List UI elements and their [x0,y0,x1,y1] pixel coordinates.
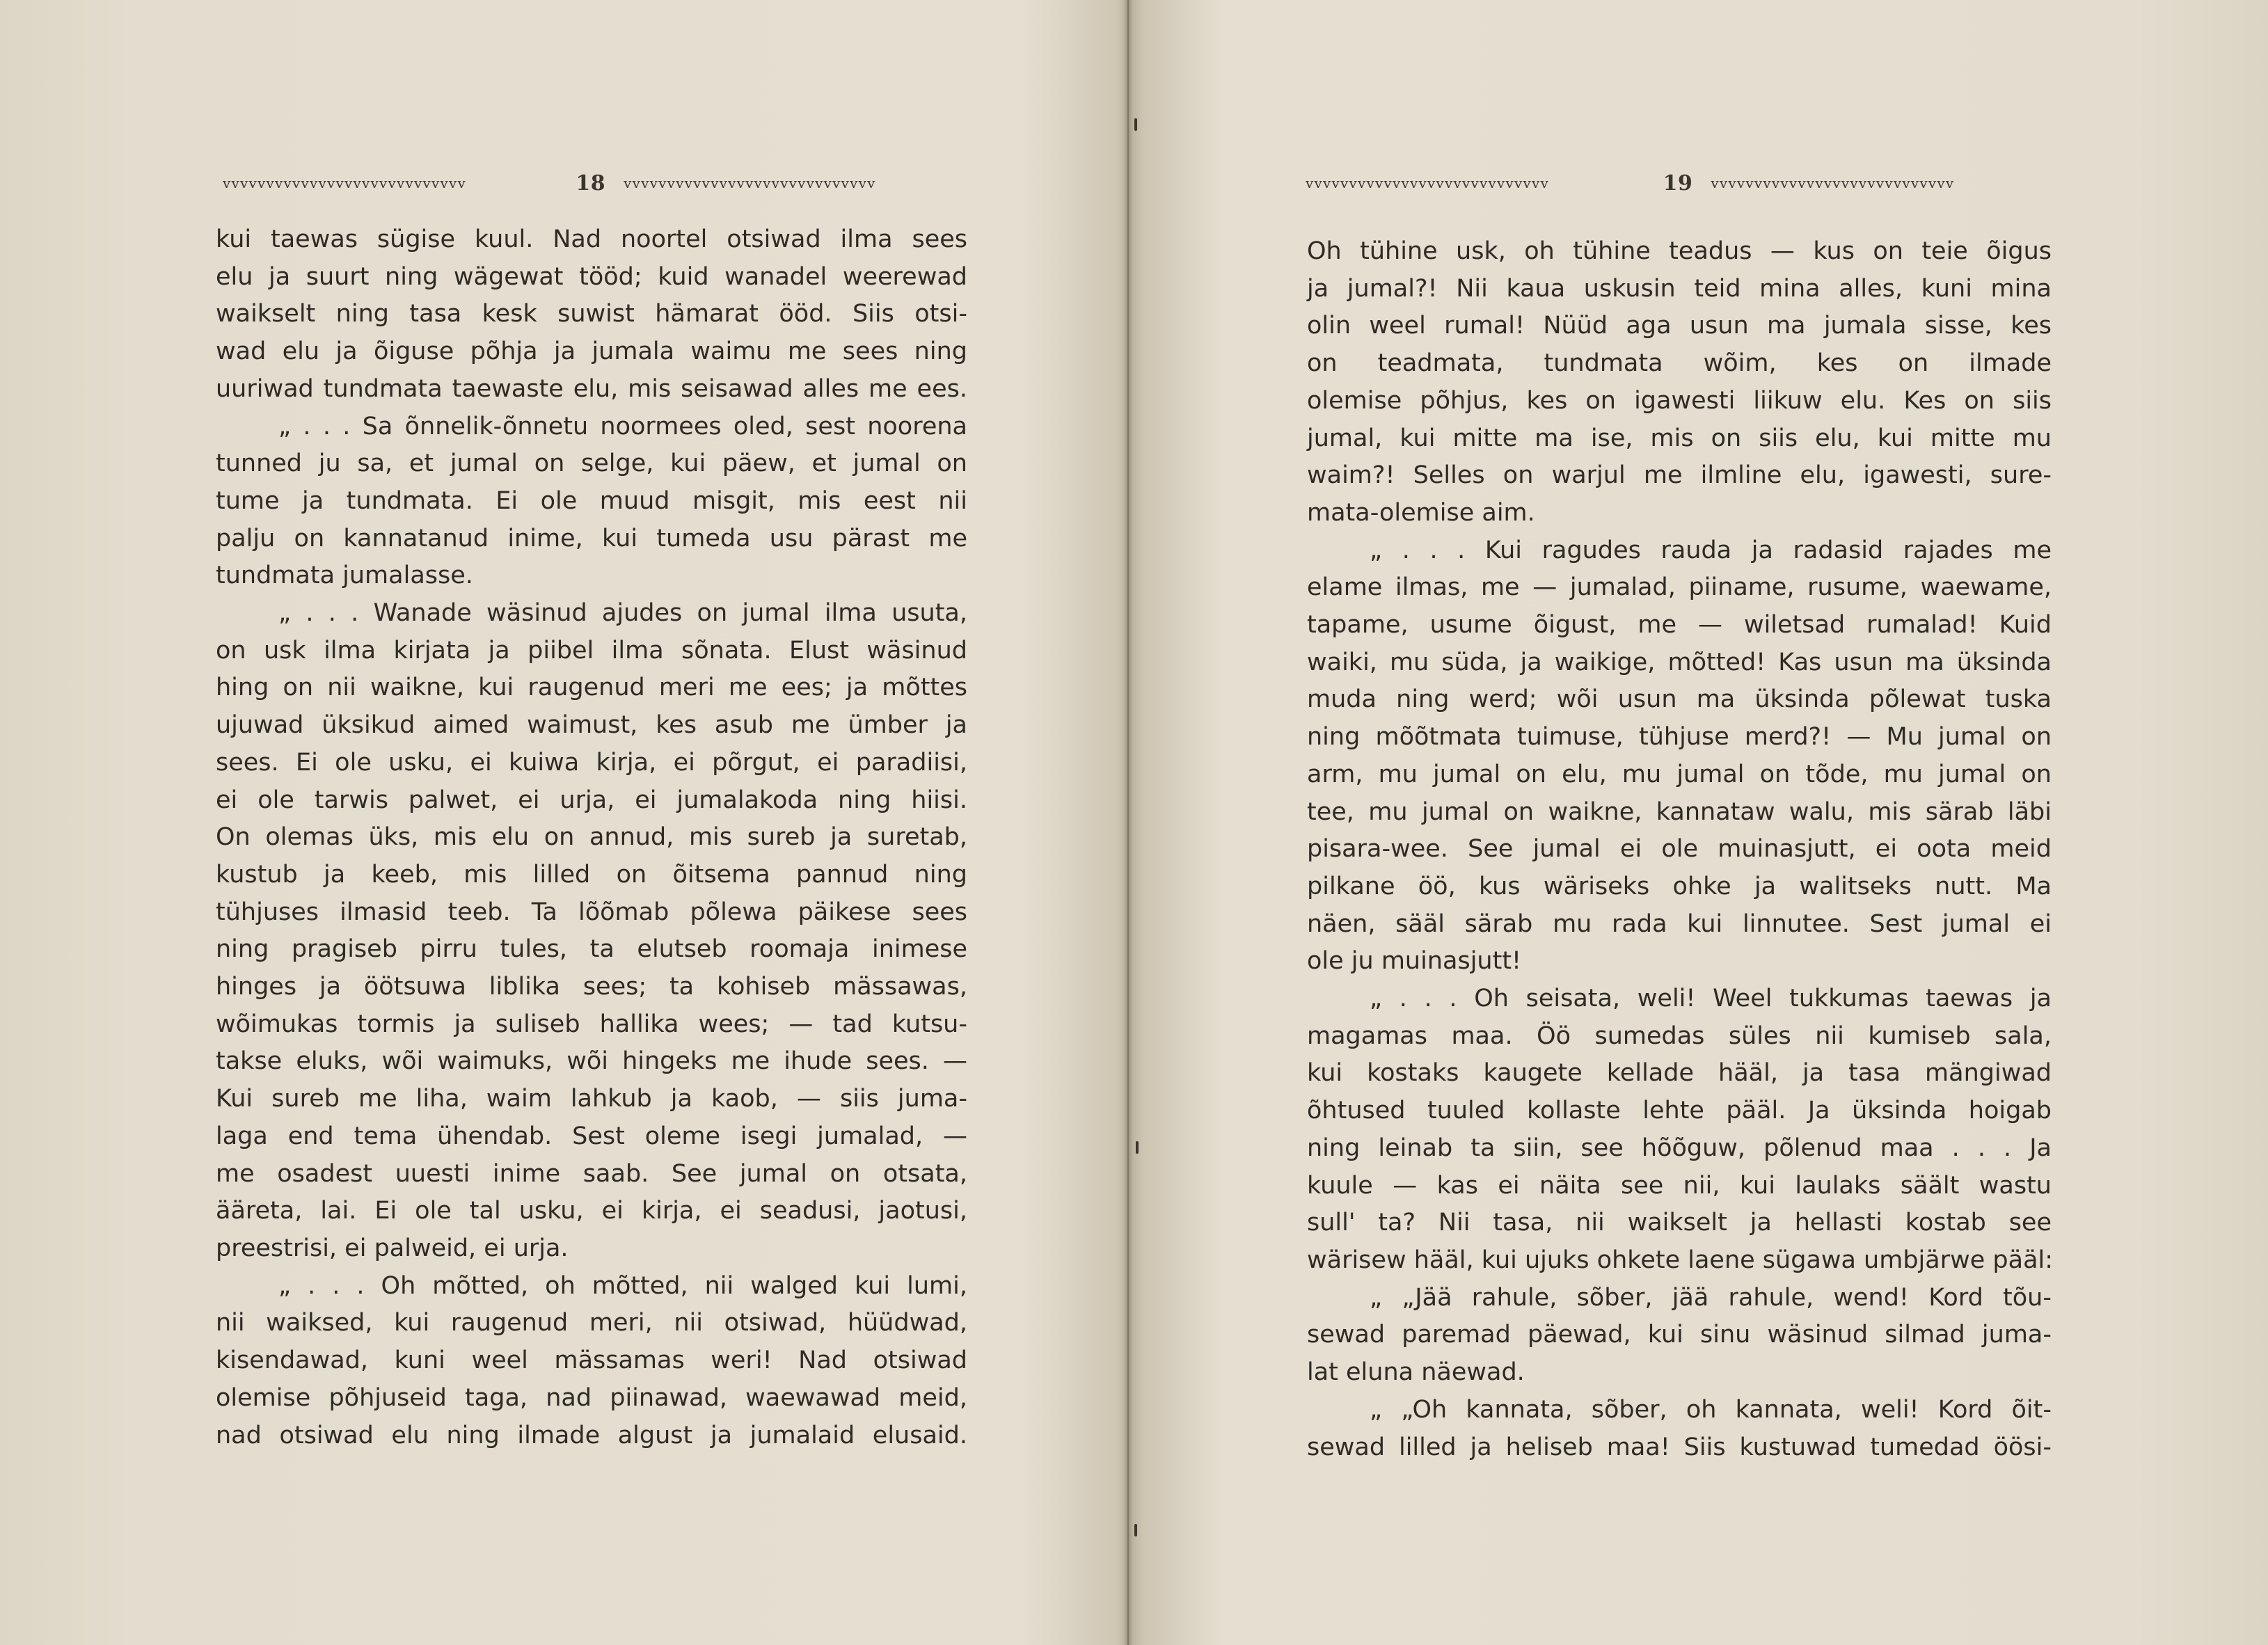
text-line: ei ole tarwis palwet, ei urja, ei jumalakoda ning hiisi. [216,786,967,814]
text-line: Oh tühine usk, oh tühine teadus — kus on teie õigus [1307,237,2052,265]
text-line: elame ilmas, me — jumalad, piiname, rusume, waewame, [1307,573,2052,602]
text-line: sewad lilled ja heliseb maa! Siis kustuwad tumedad öösi- [1307,1433,2052,1461]
text-line: tume ja tundmata. Ei ole muud misgit, mis eest nii [216,486,967,515]
text-line: kustub ja keeb, mis lilled on õitsema pannud ning [216,860,967,889]
text-line: ja jumal?! Nii kaua uskusin teid mina alles, kuni mina [1307,274,2052,303]
text-line: õhtused tuuled kollaste lehte pääl. Ja üksinda hoigab [1307,1097,2052,1125]
text-line: „ . . . Sa õnnelik-õnnetu noormees oled, sest noorena [278,412,967,440]
text-line: hinges ja öötsuwa liblika sees; ta kohiseb mässawas, [216,973,967,1001]
text-line: waikselt ning tasa kesk suwist hämarat ööd. Siis otsi- [216,300,967,328]
page-number: 19 [1663,170,1693,196]
text-line: sees. Ei ole usku, ei kuiwa kirja, ei põrgut, ei paradiisi, [216,748,967,777]
page-number: 18 [576,170,606,196]
text-line: preestrisi, ei palweid, ei urja. [216,1234,569,1262]
body-text [1307,233,2052,1466]
text-line: uuriwad tundmata taewaste elu, mis seisawad alles me ees. [216,374,967,403]
text-line: arm, mu jumal on elu, mu jumal on tõde, mu jumal on [1307,760,2052,788]
text-line: ning leinab ta siin, see hõõguw, põlenud maa . . . Ja [1307,1134,2052,1162]
text-line: olin weel rumal! Nüüd aga usun ma jumala sisse, kes [1307,312,2052,340]
text-line: „ . . . Oh seisata, weli! Weel tukkumas taewas ja [1370,985,2052,1013]
text-line: nii waiksed, kui raugenud meri, nii otsiwad, hüüdwad, [216,1309,967,1337]
text-line: wad elu ja õiguse põhja ja jumala waimu me sees ning [216,337,967,366]
running-header [1306,169,2050,197]
text-line: tundmata jumalasse. [216,562,473,590]
text-line: kisendawad, kuni weel mässamas weri! Nad otsiwad [216,1346,967,1375]
text-line: on teadmata, tundmata wõim, kes on ilmade [1307,349,2052,378]
text-line: tunned ju sa, et jumal on selge, kui päew, et jumal on [216,450,967,478]
text-line: wõimukas tormis ja suliseb hallika wees; — tad kutsu- [216,1010,967,1038]
text-line: „ . . . Kui ragudes rauda ja radasid rajades me [1370,536,2052,564]
text-line: On olemas üks, mis elu on annud, mis sureb ja suretab, [216,823,967,852]
text-line: olemise põhjuseid taga, nad piinawad, waewawad meid, [216,1383,967,1412]
text-line: nad otsiwad elu ning ilmade algust ja jumalaid elusaid. [216,1421,967,1449]
gutter-fold-line [1127,0,1129,1645]
text-line: pisara-wee. See jumal ei ole muinasjutt, ei oota meid [1307,835,2052,864]
header-ornament: vvvvvvvvvvvvvvvvvvvvvvvvvvvv [1711,175,1955,191]
text-line: „ „Jää rahule, sõber, jää rahule, wend! Kord tõu- [1370,1283,2052,1312]
text-line: tee, mu jumal on waikne, kannataw walu, mis särab läbi [1307,797,2052,826]
text-line: on usk ilma kirjata ja piibel ilma sõnata. Elust wäsinud [216,636,967,665]
text-line: wärisew hääl, kui ujuks ohkete laene sügawa umbjärwe pääl: [1307,1246,2054,1274]
text-line: ääreta, lai. Ei ole tal usku, ei kirja, ei seadusi, jaotusi, [216,1197,967,1225]
text-line: ujuwad üksikud aimed waimust, kes asub me ümber ja [216,711,967,740]
text-line: muda ning werd; wõi usun ma üksinda põlewat tuska [1307,685,2052,714]
running-header [223,169,967,197]
text-line: ning mõõtmata tuimuse, tühjuse merd?! — Mu jumal on [1307,723,2052,752]
text-line: ole ju muinasjutt! [1307,947,1522,976]
header-ornament: vvvvvvvvvvvvvvvvvvvvvvvvvvvvv [624,175,876,191]
text-line: laga end tema ühendab. Sest oleme isegi jumalad, — [216,1122,967,1150]
text-line: ning pragiseb pirru tules, ta elutseb roomaja inimese [216,935,967,964]
text-line: jumal, kui mitte ma ise, mis on siis elu, kui mitte mu [1307,424,2052,452]
text-line: tapame, usume õigust, me — wiletsad rumalad! Kuid [1307,611,2052,639]
body-text [216,221,967,1454]
text-line: takse eluks, wõi waimuks, wõi hingeks me ihude sees. — [216,1047,967,1076]
text-line: pilkane öö, kus wäriseks ohke ja walitseks nutt. Ma [1307,872,2052,900]
text-line: mata-olemise aim. [1307,498,1535,527]
header-ornament: vvvvvvvvvvvvvvvvvvvvvvvvvvvv [1306,175,1549,191]
text-line: „ . . . Wanade wäsinud ajudes on jumal ilma usuta, [278,599,967,628]
text-line: hing on nii waikne, kui raugenud meri me ees; ja mõttes [216,674,967,702]
text-line: näen, sääl särab mu rada kui linnutee. Sest jumal ei [1307,909,2052,938]
text-line: magamas maa. Öö sumedas süles nii kumiseb sala, [1307,1022,2052,1050]
text-line: waim?! Selles on warjul me ilmline elu, igawesti, sure- [1307,461,2052,490]
text-line: Kui sureb me liha, waim lahkub ja kaob, — siis juma- [216,1085,967,1113]
text-line: kui taewas sügise kuul. Nad noortel otsiwad ilma sees [216,225,967,253]
text-line: sull' ta? Nii tasa, nii waikselt ja hellasti kostab see [1307,1209,2052,1237]
text-line: „ „Oh kannata, sõber, oh kannata, weli! Kord õit- [1370,1395,2052,1424]
text-line: lat eluna näewad. [1307,1358,1525,1387]
left-page [0,0,1123,1645]
text-line: kui kostaks kaugete kellade hääl, ja tasa mängiwad [1307,1059,2052,1088]
text-line: olemise põhjus, kes on igawesti liikuw elu. Kes on siis [1307,386,2052,415]
text-line: me osadest uuesti inime saab. See jumal on otsata, [216,1159,967,1188]
text-line: palju on kannatanud inime, kui tumeda usu pärast me [216,524,967,553]
right-page [1133,0,2268,1645]
text-line: sewad paremad päewad, kui sinu wäsinud silmad juma- [1307,1321,2052,1349]
text-line: „ . . . Oh mõtted, oh mõtted, nii walged kui lumi, [278,1271,967,1300]
text-line: kuule — kas ei näita see nii, kui laulaks säält wastu [1307,1171,2052,1200]
text-line: elu ja suurt ning wägewat tööd; kuid wanadel weerewad [216,262,967,291]
header-ornament: vvvvvvvvvvvvvvvvvvvvvvvvvvvv [223,175,466,191]
text-line: waiki, mu süda, ja waikige, mõtted! Kas usun ma üksinda [1307,648,2052,676]
text-line: tühjuses ilmasid teeb. Ta lõõmab põlewa päikese sees [216,898,967,926]
